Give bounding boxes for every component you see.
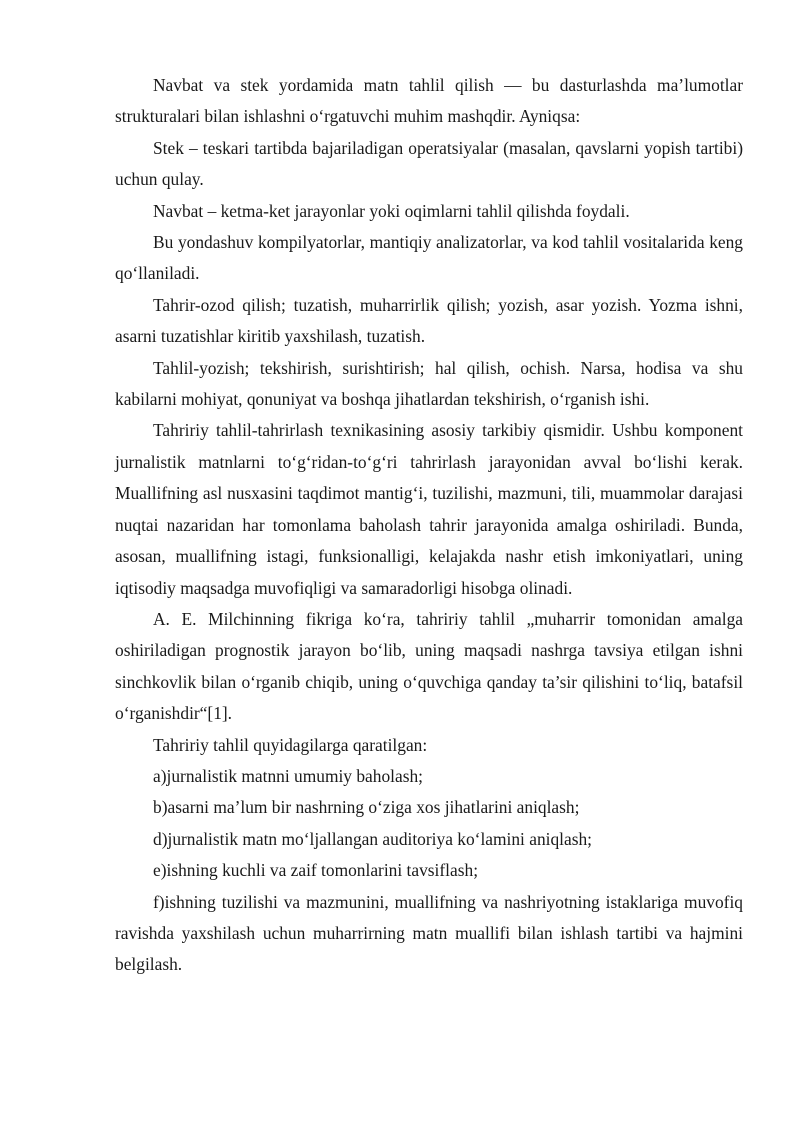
list-item-b: b)asarni ma’lum bir nashrning o‘ziga xos jihatlarini aniqlash; [153,797,580,818]
paragraph-milchin-quote: A. E. Milchinning fikriga ko‘ra, tahririy tahlil „muharrir tomonidan amalga oshiriladigan prognostik jarayon bo‘lib, uning maqsadi nashrga tavsiya etilgan ishni sinchkovlik bilan o‘rganib chiqib, uning o‘quvchiga qanday ta’sir qilishini to‘liq, batafsil o‘rganishdir“[1]. [115,608,743,724]
list-item-e: e)ishning kuchli va zaif tomonlarini tavsiflash; [153,860,479,881]
paragraph-list-intro: Tahririy tahlil quyidagilarga qaratilgan: [153,734,428,755]
paragraph-tahrir-definition: Tahrir-ozod qilish; tuzatish, muharrirlik qilish; yozish, asar yozish. Yozma ishni, asarni tuzatishlar kiritib yaxshilash, tuzatish. [115,294,743,347]
list-item-a: a)jurnalistik matnni umumiy baholash; [153,765,423,786]
paragraph-navbat: Navbat – ketma-ket jarayonlar yoki oqimlarni tahlil qilishda foydali. [153,200,630,221]
document-page [115,70,743,981]
list-item-f: f)ishning tuzilishi va mazmunini, muallifning va nashriyotning istaklariga muvofiq ravishda yaxshilash uchun muharrirning matn muallifi bilan ishlash tartibi va hajmini belgilash. [115,891,743,975]
paragraph-intro: Navbat va stek yordamida matn tahlil qilish — bu dasturlashda ma’lumotlar strukturalari bilan ishlashni o‘rgatuvchi muhim mashqdir. Ayniqsa: [115,75,743,127]
paragraph-stek: Stek – teskari tartibda bajariladigan operatsiyalar (masalan, qavslarni yopish tartibi) uchun qulay. [115,137,743,190]
paragraph-editorial-analysis: Tahririy tahlil-tahrirlash texnikasining asosiy tarkibiy qismidir. Ushbu komponent jurnalistik matnlarni to‘g‘ridan-to‘g‘ri tahrirlash jarayonidan avval bo‘lishi kerak. Muallifning asl nusxasini taqdimot mantig‘i, tuzilishi, mazmuni, tili, muammolar darajasi nuqtai nazaridan har tomonlama baholash tahrir jarayonida amalga oshiriladi. Bunda, asosan, muallifning istagi, funksionalligi, kelajakda nashr etish imkoniyatlari, uning iqtisodiy maqsadga muvofiqligi va samaradorligi hisobga olinadi. [115,420,743,598]
paragraph-usage: Bu yondashuv kompilyatorlar, mantiqiy analizatorlar, va kod tahlil vositalarida keng qo‘llaniladi. [115,232,743,284]
paragraph-tahlil-definition: Tahlil-yozish; tekshirish, surishtirish; hal qilish, ochish. Narsa, hodisa va shu kabilarni mohiyat, qonuniyat va boshqa jihatlardan tekshirish, o‘rganish ishi. [115,357,743,410]
list-item-d: d)jurnalistik matn mo‘ljallangan auditoriya ko‘lamini aniqlash; [153,828,593,849]
